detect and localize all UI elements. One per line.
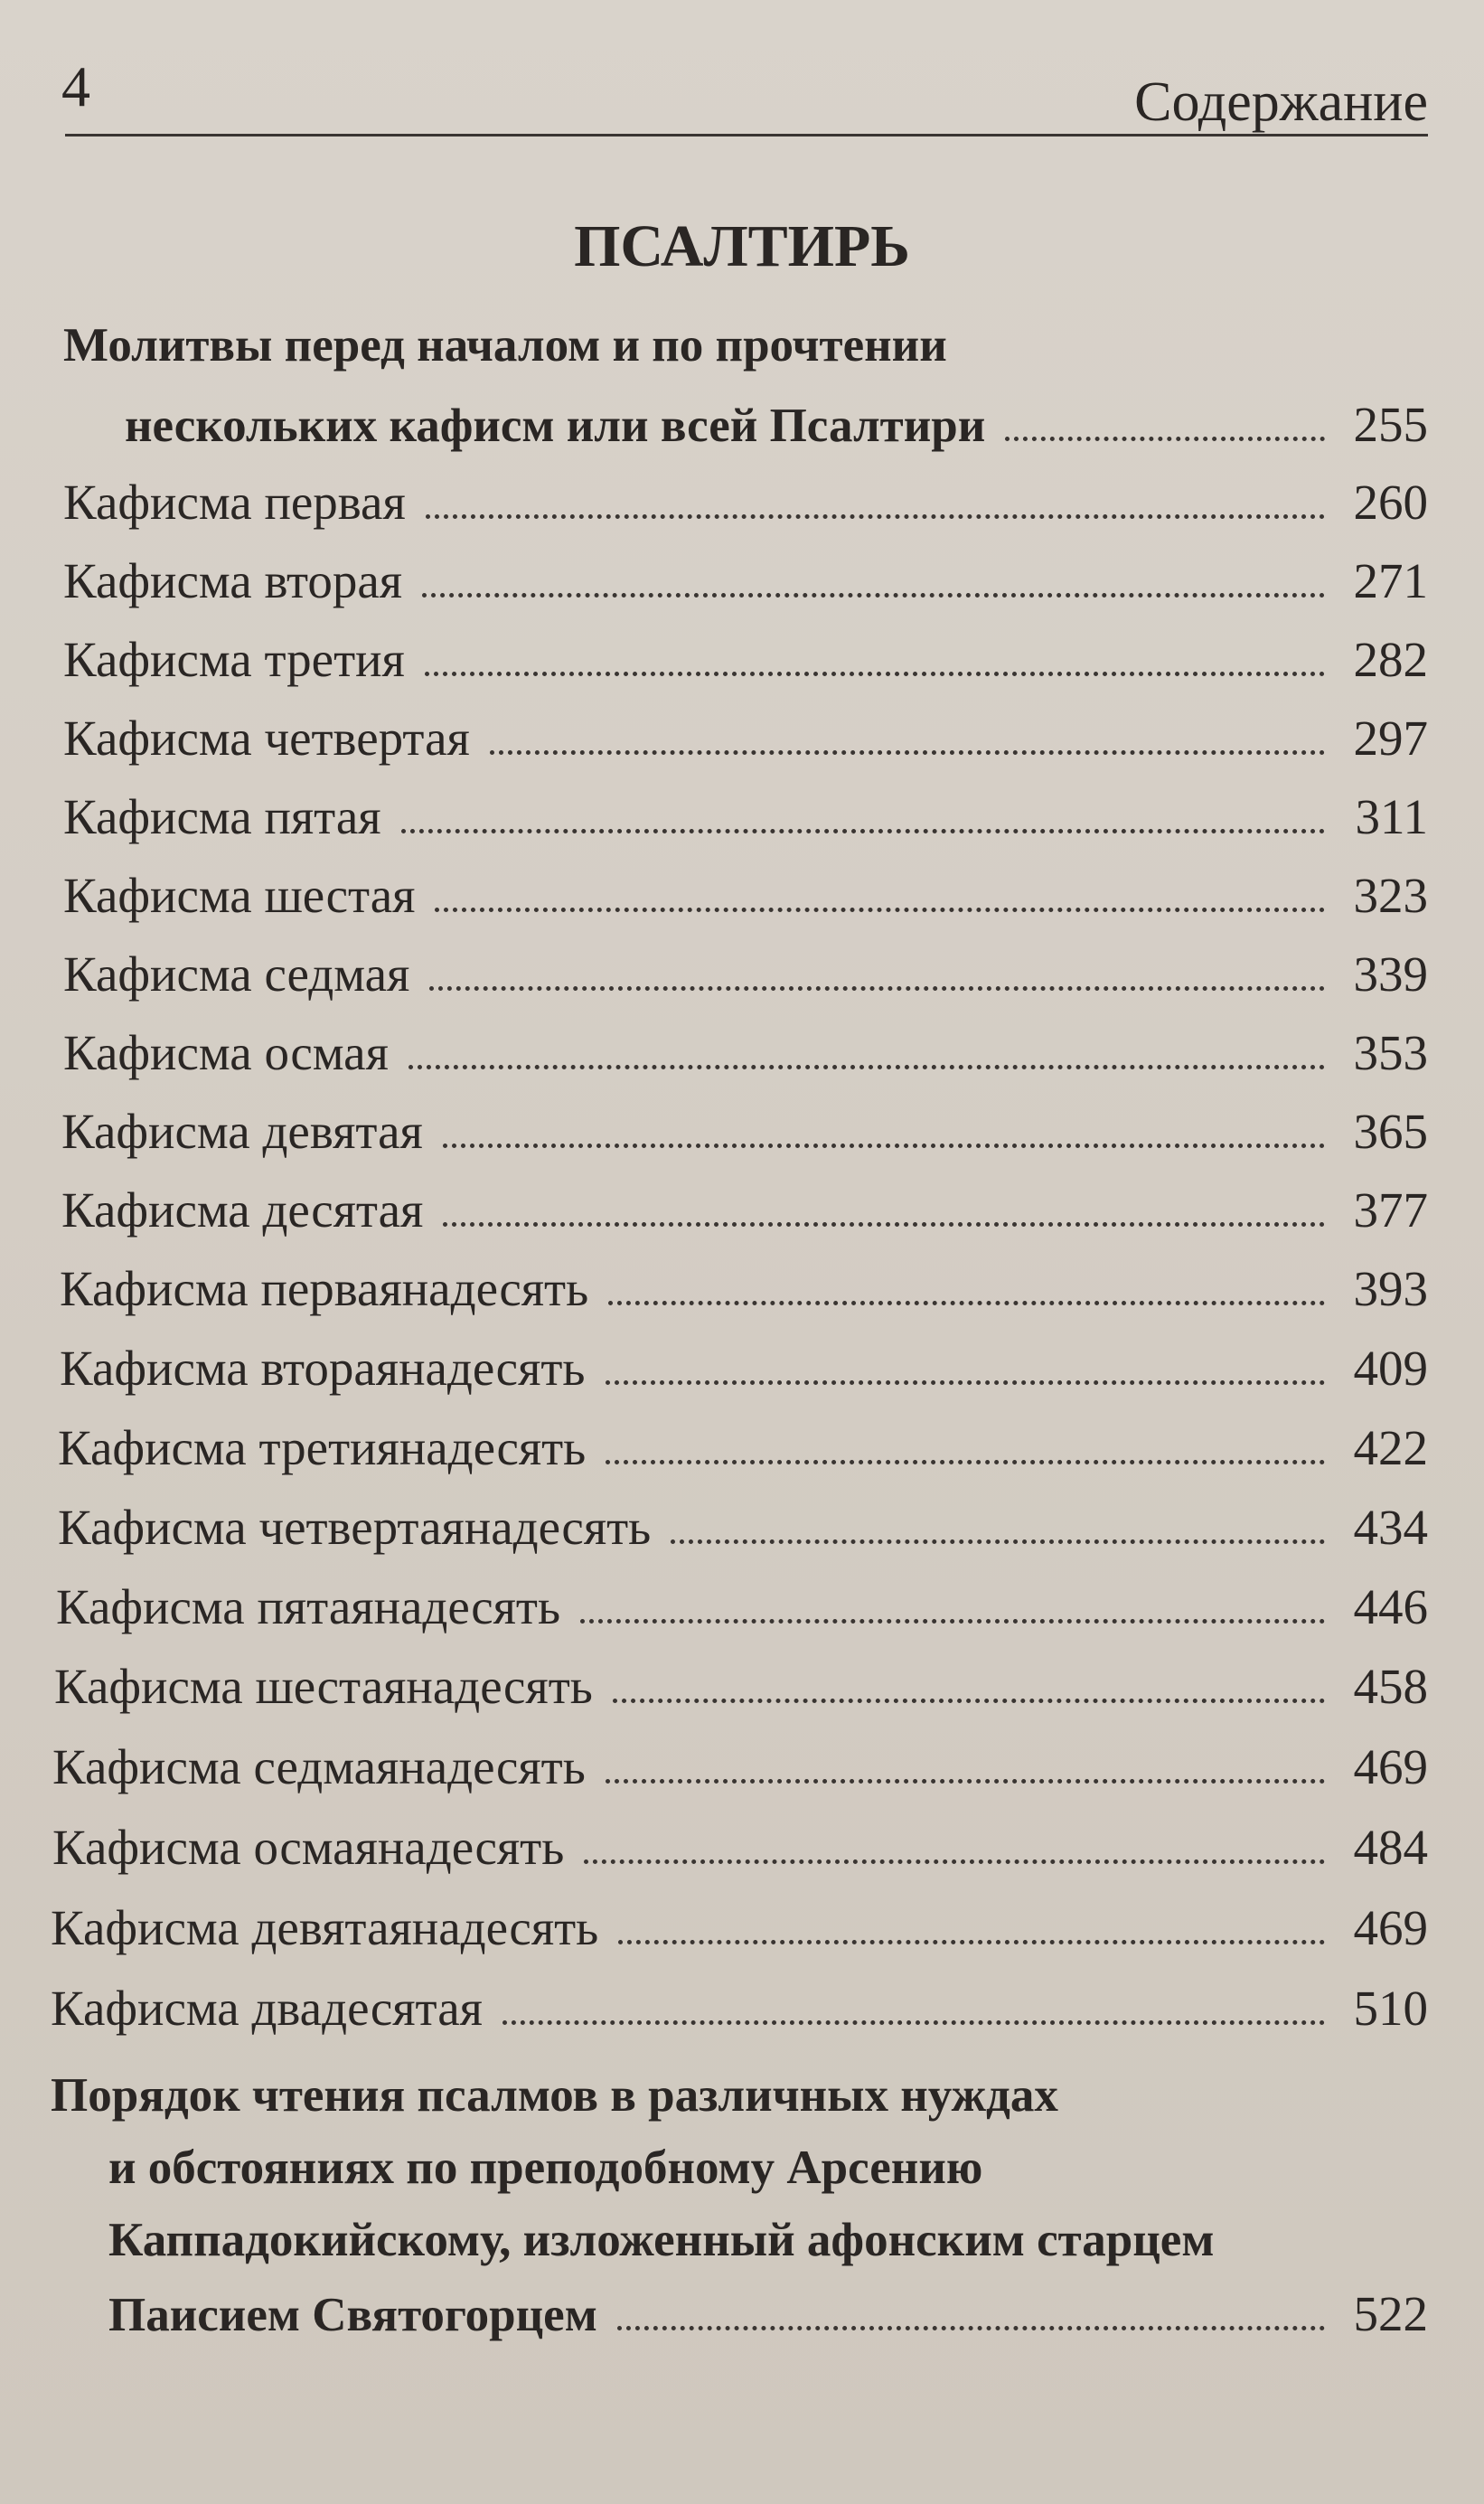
toc-entry — [63, 1025, 1428, 1080]
toc-entry-title: Кафисма четвертая — [63, 711, 470, 766]
toc-page-number: 377 — [1353, 1182, 1428, 1238]
toc-page-number: 422 — [1353, 1420, 1428, 1475]
toc-entry-title: Кафисма девятая — [61, 1104, 423, 1159]
dot-leader — [606, 1380, 1325, 1385]
dot-leader — [580, 1619, 1325, 1624]
dot-leader — [401, 829, 1325, 833]
page-number: 4 — [61, 54, 90, 118]
toc-entry — [51, 1900, 1428, 1955]
toc-entry — [58, 1500, 1428, 1555]
toc-page-number: 353 — [1353, 1025, 1428, 1080]
toc-entry — [61, 1182, 1428, 1238]
toc-entry-title: Кафисма шестаянадесять — [54, 1659, 593, 1714]
toc-entry — [54, 1659, 1428, 1714]
dot-leader — [606, 1460, 1325, 1464]
toc-entry — [60, 1261, 1428, 1316]
toc-entry-title: Кафисма осмая — [63, 1025, 389, 1080]
dot-leader — [409, 1065, 1325, 1069]
toc-page-number: 393 — [1353, 1261, 1428, 1316]
toc-entry — [125, 397, 1428, 452]
toc-entry-title: Кафисма двадесятая — [51, 1981, 483, 2036]
toc-page-number: 446 — [1353, 1579, 1428, 1634]
toc-entry — [61, 1104, 1428, 1159]
toc-entry-title: Кафисма третия — [63, 632, 405, 687]
dot-leader — [435, 908, 1325, 912]
toc-page-number: 323 — [1353, 868, 1428, 923]
toc-entry-line: Молитвы перед началом и по прочтении — [63, 319, 947, 372]
toc-entry-line: Каппадокийскому, изложенный афонским старцем — [108, 2214, 1215, 2266]
toc-entry-title: Кафисма седмаянадесять — [52, 1739, 586, 1794]
toc-entry-title: Кафисма осмаянадесять — [52, 1820, 565, 1875]
toc-page-number: 282 — [1353, 632, 1428, 687]
toc-entry — [52, 1739, 1428, 1794]
toc-entry — [63, 711, 1428, 766]
dot-leader — [426, 514, 1325, 519]
toc-entry — [63, 475, 1428, 530]
toc-entry-line: Порядок чтения псалмов в различных нуждах — [51, 2069, 1058, 2122]
dot-leader — [1005, 437, 1325, 441]
dot-leader — [429, 986, 1325, 991]
dot-leader — [606, 1779, 1325, 1784]
toc-page-number: 271 — [1353, 553, 1428, 608]
toc-entry-title: Кафисма втораянадесять — [60, 1341, 586, 1396]
toc-entry — [60, 1341, 1428, 1396]
toc-page-number: 339 — [1353, 946, 1428, 1002]
toc-entry — [51, 1981, 1428, 2036]
toc-page-number: 469 — [1353, 1739, 1428, 1794]
dot-leader — [617, 2326, 1325, 2330]
toc-entry-line: и обстояниях по преподобному Арсению — [108, 2142, 983, 2194]
dot-leader — [671, 1539, 1325, 1544]
toc-entry — [108, 2286, 1428, 2341]
toc-entry-title: нескольких кафисм или всей Псалтири — [125, 400, 986, 452]
toc-page-number: 255 — [1353, 397, 1428, 452]
dot-leader — [422, 593, 1325, 598]
toc-entry-title: Кафисма первая — [63, 475, 406, 530]
dot-leader — [618, 1940, 1325, 1944]
dot-leader — [584, 1859, 1325, 1864]
toc-entry — [58, 1420, 1428, 1475]
dot-leader — [608, 1301, 1325, 1305]
dot-leader — [443, 1144, 1325, 1148]
toc-entry — [56, 1579, 1428, 1634]
toc-page-number: 434 — [1353, 1500, 1428, 1555]
toc-entry — [63, 632, 1428, 687]
section-title: ПСАЛТИРЬ — [574, 213, 910, 279]
running-head: Содержание — [1134, 71, 1428, 133]
toc-page-number: 365 — [1353, 1104, 1428, 1159]
toc-entry — [63, 946, 1428, 1002]
toc-entry-title: Кафисма перваянадесять — [60, 1261, 589, 1316]
toc-entry — [63, 789, 1428, 844]
dot-leader — [425, 672, 1325, 676]
toc-page-number: 311 — [1355, 789, 1428, 844]
toc-page-number: 297 — [1353, 711, 1428, 766]
toc-entry — [63, 553, 1428, 608]
toc-entry-title: Кафисма вторая — [63, 553, 403, 608]
toc-entry-title: Кафисма четвертаянадесять — [58, 1500, 652, 1555]
toc-page-number: 409 — [1353, 1341, 1428, 1396]
toc-entry — [52, 1820, 1428, 1875]
toc-entry-title: Кафисма десятая — [61, 1182, 424, 1238]
dot-leader — [443, 1222, 1325, 1227]
toc-entry-title: Кафисма шестая — [63, 868, 416, 923]
dot-leader — [613, 1699, 1325, 1703]
toc-page-number: 260 — [1353, 475, 1428, 530]
dot-leader — [490, 750, 1325, 755]
toc-page-number: 522 — [1353, 2286, 1428, 2341]
toc-entry-title: Паисием Святогорцем — [108, 2289, 597, 2341]
toc-entry-title: Кафисма пятаянадесять — [56, 1579, 561, 1634]
toc-entry-title: Кафисма третиянадесять — [58, 1420, 587, 1475]
toc-entry — [63, 868, 1428, 923]
toc-page-number: 469 — [1353, 1900, 1428, 1955]
toc-page-number: 510 — [1353, 1981, 1428, 2036]
dot-leader — [502, 2020, 1325, 2025]
toc-page-number: 458 — [1353, 1659, 1428, 1714]
toc-entry-title: Кафисма пятая — [63, 789, 381, 844]
toc-page-number: 484 — [1353, 1820, 1428, 1875]
toc-entry-title: Кафисма девятаянадесять — [51, 1900, 599, 1955]
toc-entry-title: Кафисма седмая — [63, 946, 410, 1002]
